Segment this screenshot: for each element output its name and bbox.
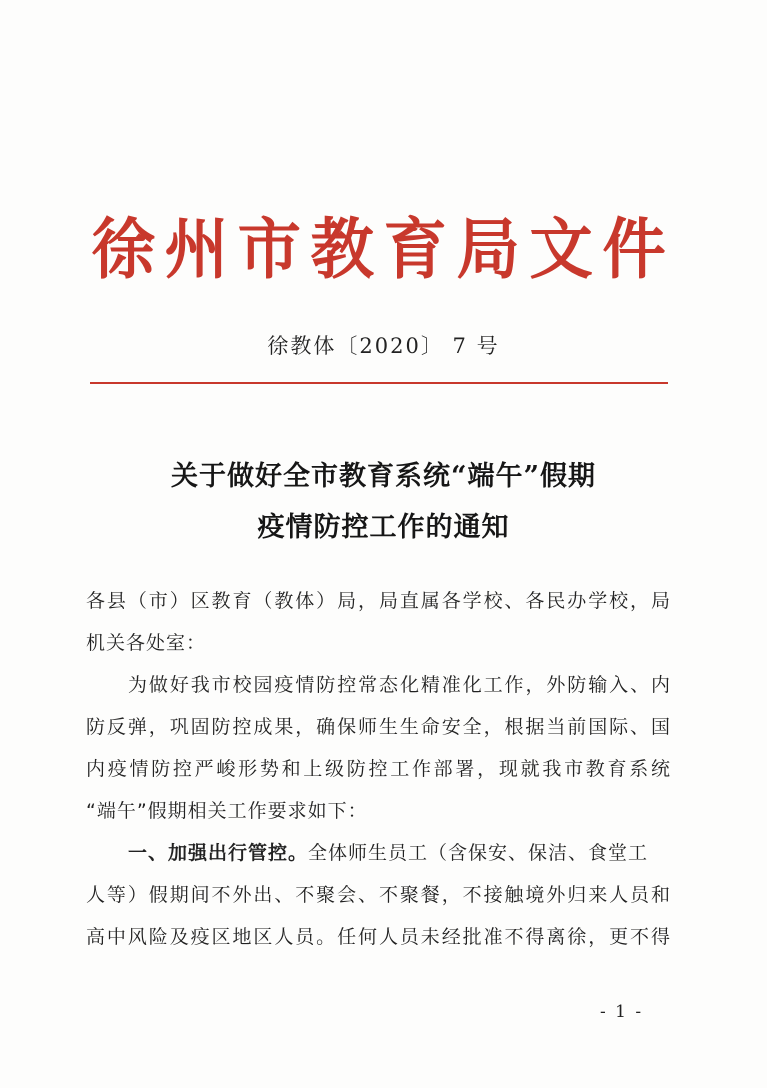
notice-title-line-2: 疫情防控工作的通知	[257, 512, 510, 543]
document-number: 徐教体〔2020〕 7 号	[267, 334, 500, 358]
section-1-line-2: 人等）假期间不外出、不聚会、不聚餐，不接触境外归来人员和	[86, 884, 671, 906]
paragraph-1-line-2: 防反弹，巩固防控成果，确保师生生命安全，根据当前国际、国	[86, 716, 671, 738]
page-number: - 1 -	[600, 1002, 644, 1022]
section-1-line-1	[86, 838, 671, 865]
paragraph-1-line-3: 内疫情防控严峻形势和上级防控工作部署，现就我市教育系统	[86, 758, 671, 780]
addressee-line-1: 各县（市）区教育（教体）局，局直属各学校、各民办学校，局	[86, 590, 671, 612]
header-divider	[90, 382, 668, 384]
section-1-heading: 一、加强出行管控。	[128, 842, 309, 864]
paragraph-1-line-4: “端午”假期相关工作要求如下：	[86, 800, 368, 822]
document-header-title: 徐州市教育局文件	[91, 210, 676, 288]
section-1-line-3: 高中风险及疫区地区人员。任何人员未经批准不得离徐，更不得	[86, 926, 671, 948]
section-1-line-1-text: 全体师生员工（含保安、保洁、食堂工	[308, 842, 649, 864]
paragraph-1-line-1: 为做好我市校园疫情防控常态化精准化工作，外防输入、内	[128, 674, 671, 696]
notice-title-line-1: 关于做好全市教育系统“端午”假期	[170, 461, 597, 492]
addressee-line-2: 机关各处室：	[86, 632, 207, 654]
